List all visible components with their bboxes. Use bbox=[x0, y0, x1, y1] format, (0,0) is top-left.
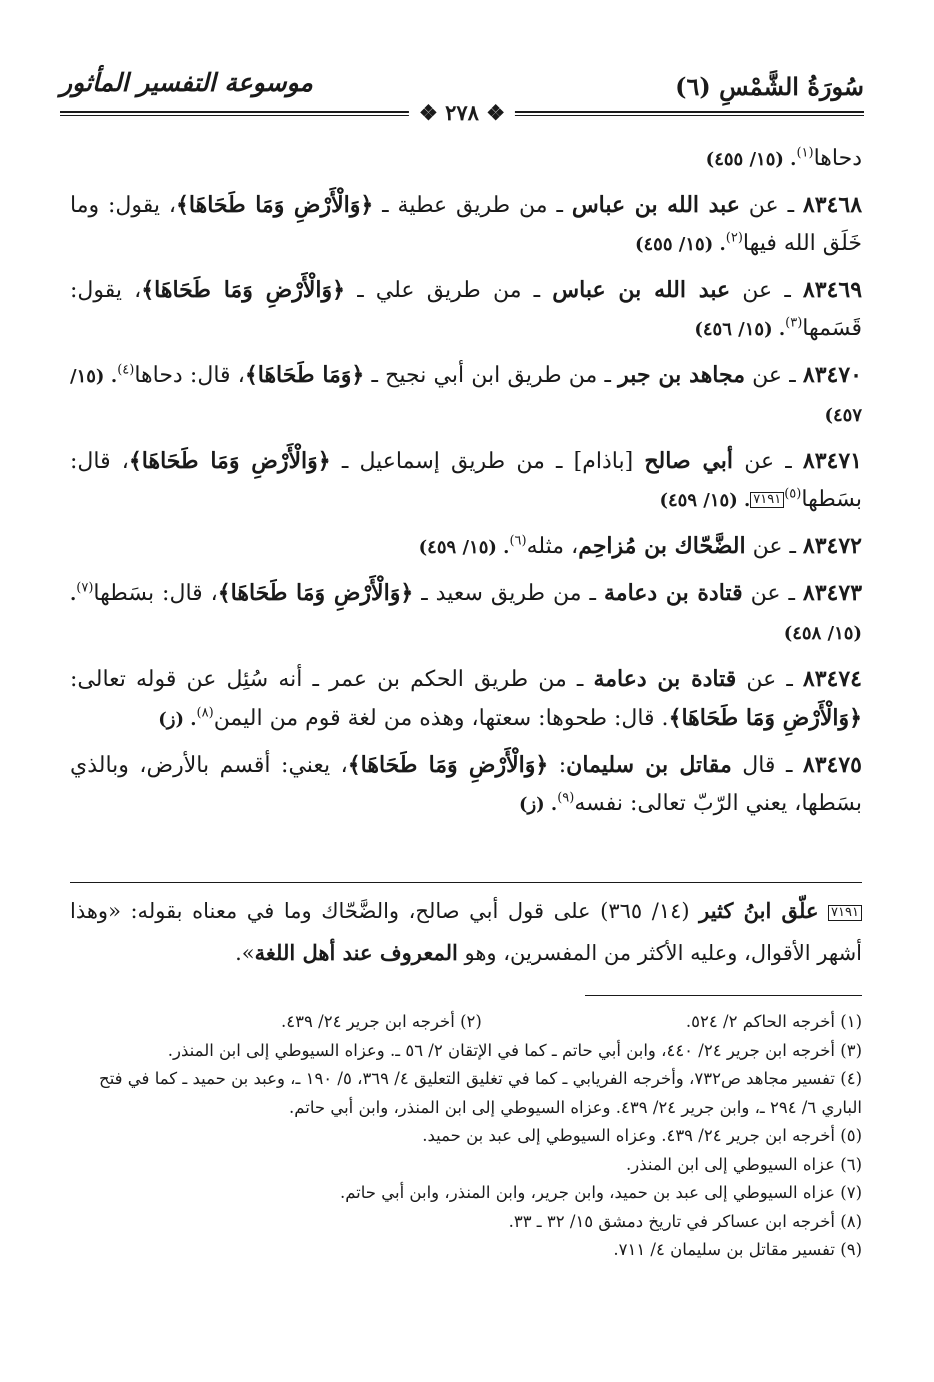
entry: ٨٣٤٧٣ ـ عن قتادة بن دعامة ـ من طريق سعيد ـ ﴿وَالْأَرْضِ وَمَا طَحَاهَا﴾، قال: بسَطها$^{(٧)}$. (١٥/ ٤٥٨) bbox=[70, 580, 863, 644]
footnote-1: (١) أخرجه الحاكم ٢/ ٥٢٤. bbox=[685, 1012, 862, 1031]
footnote-6: (٦) عزاه السيوطي إلى ابن المنذر. bbox=[626, 1154, 862, 1174]
commentary-rule bbox=[70, 882, 862, 883]
entry: ٨٣٤٧١ ـ عن أبي صالح [باذام] ـ من طريق إسماعيل ـ ﴿وَالْأَرْضِ وَمَا طَحَاهَا﴾، قال: بسَطها$^{(٥)}$٧١٩١. (١٥/ ٤٥٩) bbox=[70, 448, 862, 512]
footnote-9: (٩) تفسير مقاتل بن سليمان ٤/ ٧١١. bbox=[613, 1240, 862, 1259]
footnote-3: (٣) أخرجه ابن جرير ٢٤/ ٤٤٠، وابن أبي حاتم ـ كما في الإتقان ٢/ ٥٦ ـ. وعزاه السيوطي إلى ابن المنذر. bbox=[167, 1040, 862, 1060]
commentary-lead: علّق ابنُ كثير bbox=[699, 898, 819, 923]
footnotes bbox=[70, 1008, 862, 1265]
book-title: موسوعة التفسير المأثور bbox=[60, 68, 313, 97]
page-number: ❖ ٢٧٨ ❖ bbox=[409, 100, 515, 125]
footnote-4: (٤) تفسير مجاهد ص٧٣٢، وأخرجه الفريابي ـ كما في تغليق التعليق ٤/ ٣٦٩، ٥/ ١٩٠ ـ، وعبد بن حميد ـ كما في فتح الباري ٦/ ٢٩٤ ـ، وابن جرير ٢٤/ ٤٣٩. وعزاه السيوطي إلى ابن المنذر، وابن أبي حاتم. bbox=[99, 1069, 862, 1117]
quran-quote: ﴿وَالْأَرْضِ وَمَا طَحَاهَا﴾ bbox=[128, 448, 331, 474]
commentary-number: ٧١٩١ bbox=[828, 905, 862, 921]
running-header bbox=[60, 62, 864, 125]
quran-quote: ﴿وَمَا طَحَاهَا﴾ bbox=[244, 362, 365, 388]
surah-title: سُورَةُ الشَّمْسِ (٦) bbox=[675, 72, 864, 101]
entry: ٨٣٤٧٠ ـ عن مجاهد بن جبر ـ من طريق ابن أبي نجيح ـ ﴿وَمَا طَحَاهَا﴾، قال: دحاها$^{(٤)}$. (١٥/ ٤٥٧) bbox=[70, 362, 862, 426]
footnote-rule bbox=[585, 995, 862, 996]
quran-quote: ﴿وَالْأَرْضِ وَمَا طَحَاهَا﴾ bbox=[141, 277, 346, 303]
footnote-5: (٥) أخرجه ابن جرير ٢٤/ ٤٣٩. وعزاه السيوطي إلى عبد بن حميد. bbox=[422, 1126, 862, 1145]
entry: ٨٣٤٦٩ ـ عن عبد الله بن عباس ـ من طريق علي ـ ﴿وَالْأَرْضِ وَمَا طَحَاهَا﴾، يقول: قَسَمها$^{(٣)}$. (١٥/ ٤٥٦) bbox=[70, 277, 863, 341]
entry: ٨٣٤٧٥ ـ قال مقاتل بن سليمان: ﴿وَالْأَرْضِ وَمَا طَحَاهَا﴾، يعني: أقسم بالأرض، وبالذي بسَطها، يعني الرّبّ تعالى: نفسه$^{(٩)}$. (ز) bbox=[70, 752, 862, 816]
entry: ٨٣٤٦٨ ـ عن عبد الله بن عباس ـ من طريق عطية ـ ﴿وَالْأَرْضِ وَمَا طَحَاهَا﴾، يقول: وما خَلَق الله فيها$^{(٢)}$. (١٥/ ٤٥٥) bbox=[70, 192, 863, 256]
footnote-8: (٨) أخرجه ابن عساكر في تاريخ دمشق ١٥/ ٣٢ ـ ٣٣. bbox=[508, 1211, 862, 1231]
entry: ٨٣٤٧٢ ـ عن الضَّحّاك بن مُزاحِم، مثله$^{(٦)}$. (١٥/ ٤٥٩) bbox=[418, 533, 862, 559]
commentary-marker[interactable]: ٧١٩١ bbox=[750, 492, 784, 508]
main-text bbox=[70, 140, 862, 831]
quran-quote: ﴿وَالْأَرْضِ وَمَا طَحَاهَا﴾ bbox=[217, 580, 414, 606]
footnote-2: (٢) أخرجه ابن جرير ٢٤/ ٤٣٩. bbox=[281, 1012, 482, 1031]
quran-quote: ﴿وَالْأَرْضِ وَمَا طَحَاهَا﴾ bbox=[176, 192, 374, 218]
entry: ٨٣٤٧٤ ـ عن قتادة بن دعامة ـ من طريق الحكم بن عمر ـ أنه سُئِل عن قوله تعالى: ﴿وَالْأَرْضِ وَمَا طَحَاهَا﴾. قال: طحوها: سعتها، وهذه من لغة قوم من اليمن$^{(٨)}$. (ز) bbox=[70, 666, 862, 731]
entry-continuation: دحاها$^{(١)}$. (١٥/ ٤٥٥) bbox=[705, 145, 862, 171]
footnote-row bbox=[70, 1008, 862, 1037]
footnote-7: (٧) عزاه السيوطي إلى عبد بن حميد، وابن جرير، وابن المنذر، وابن أبي حاتم. bbox=[339, 1183, 862, 1202]
commentary: ٧١٩١ علّق ابنُ كثير (١٤/ ٣٦٥) على قول أبي صالح، والضَّحّاك وما في معناه بقوله: «وهذا أشهر الأقوال، وعليه الأكثر من المفسرين، وهو المعروف عند أهل اللغة». bbox=[70, 898, 862, 965]
quran-quote: ﴿وَالْأَرْضِ وَمَا طَحَاهَا﴾ bbox=[668, 705, 862, 731]
quran-quote: ﴿وَالْأَرْضِ وَمَا طَحَاهَا﴾ bbox=[347, 752, 549, 778]
